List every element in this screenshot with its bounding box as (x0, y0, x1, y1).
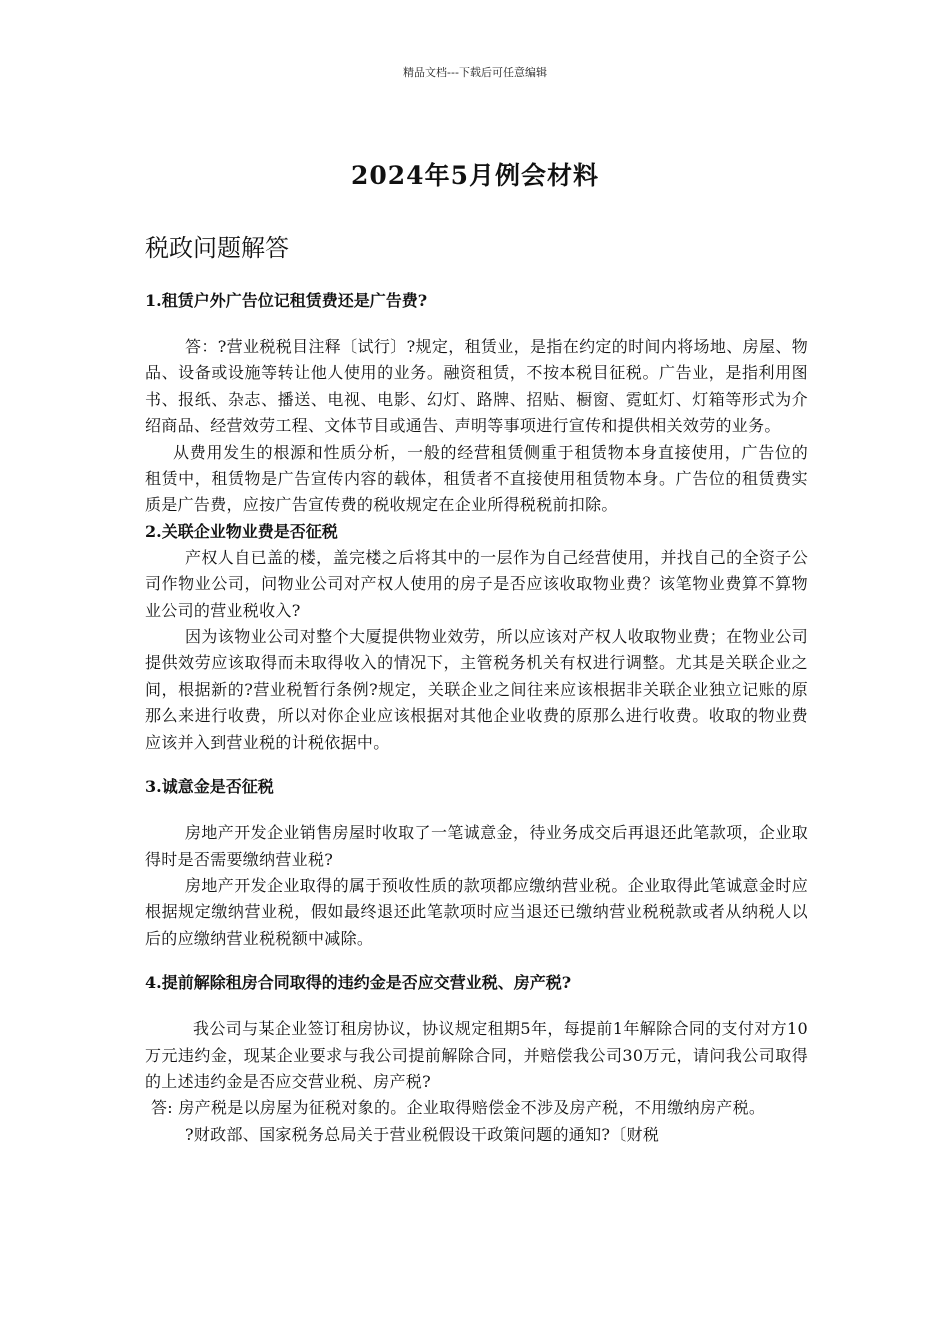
answer-2-paragraph-2: 因为该物业公司对整个大厦提供物业效劳，所以应该对产权人收取物业费；在物业公司提供效劳应该取得而未取得收入的情况下，主管税务机关有权进行调整。尤其是关联企业之间，根据新的?营业税暂行条例?规定，关联企业之间往来应该根据非关联企业独立记账的原那么来进行收费，所以对你企业应该根据对其他企业收费的原那么进行收费。收取的物业费应该并入到营业税的计税依据中。 (145, 627, 808, 752)
document-body (145, 288, 808, 1148)
question-3: 3.诚意金是否征税 (145, 777, 274, 797)
section-title: 税政问题解答 (145, 234, 289, 262)
answer-3-paragraph-2: 房地产开发企业取得的属于预收性质的款项都应缴纳营业税。企业取得此笔诚意金时应根据规定缴纳营业税，假如最终退还此笔款项时应当退还已缴纳营业税税款或者从纳税人以后的应缴纳营业税税额中减除。 (145, 875, 808, 948)
answer-4-paragraph-2: 答: 房产税是以房屋为征税对象的。企业取得赔偿金不涉及房产税，不用缴纳房产税。 (151, 1098, 766, 1118)
answer-3-paragraph-1: 房地产开发企业销售房屋时收取了一笔诚意金，待业务成交后再退还此笔款项，企业取得时是否需要缴纳营业税? (145, 823, 808, 869)
header-note: 精品文档---下载后可任意编辑 (403, 66, 547, 79)
answer-4-paragraph-3: ?财政部、国家税务总局关于营业税假设干政策问题的通知?〔财税 (185, 1124, 660, 1144)
question-4: 4.提前解除租房合同取得的违约金是否应交营业税、房产税? (145, 973, 572, 993)
answer-2-paragraph-1: 产权人自已盖的楼，盖完楼之后将其中的一层作为自己经营使用，并找自己的全资子公司作物业公司，问物业公司对产权人使用的房子是否应该收取物业费？该笔物业费算不算物业公司的营业税收入? (145, 547, 808, 620)
document-title: 2024年5月例会材料 (351, 161, 599, 190)
answer-1-paragraph-2: 从费用发生的根源和性质分析，一般的经营租赁侧重于租赁物本身直接使用，广告位的租赁中，租赁物是广告宣传内容的载体，租赁者不直接使用租赁物本身。广告位的租赁费实质是广告费，应按广告宣传费的税收规定在企业所得税税前扣除。 (145, 442, 808, 515)
question-2: 2.关联企业物业费是否征税 (145, 521, 338, 541)
answer-1-paragraph-1: 答：?营业税税目注释〔试行〕?规定，租赁业，是指在约定的时间内将场地、房屋、物品、设备或设施等转让他人使用的业务。融资租赁，不按本税目征税。广告业，是指利用图书、报纸、杂志、播送、电视、电影、幻灯、路牌、招贴、橱窗、霓虹灯、灯箱等形式为介绍商品、经营效劳工程、文体节目或通告、声明等事项进行宣传和提供相关效劳的业务。 (145, 337, 808, 436)
answer-4-paragraph-1: 我公司与某企业签订租房协议，协议规定租期5年，每提前1年解除合同的支付对方10万元违约金，现某企业要求与我公司提前解除合同，并赔偿我公司30万元，请问我公司取得的上述违约金是否应交营业税、房产税? (145, 1019, 808, 1091)
question-1: 1.租赁户外广告位记租赁费还是广告费? (145, 291, 428, 310)
